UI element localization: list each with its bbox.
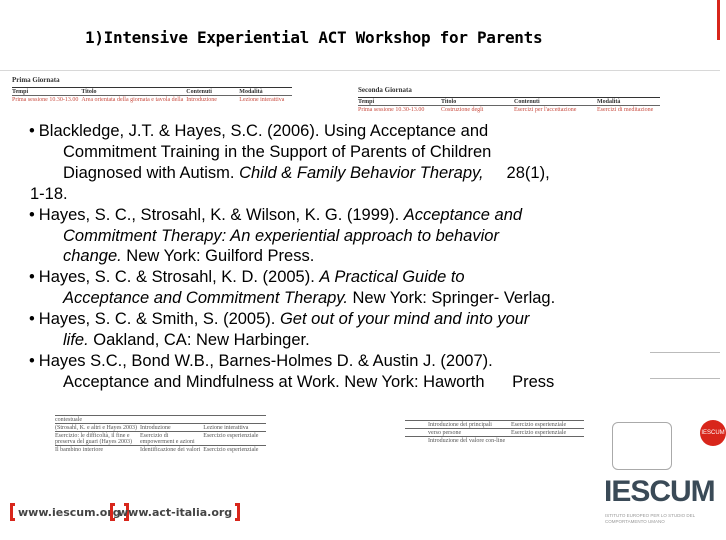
schedule-cell: (Strosahl, K. e altri e Hayes 2003) [55, 424, 140, 432]
schedule-cell: Esercizio esperienziale [203, 446, 266, 454]
reference-list [0, 121, 700, 393]
reference-title: change. [63, 247, 122, 266]
reference-line [0, 163, 700, 184]
schedule-header: Modalità [239, 88, 292, 96]
reference-title: Acceptance and Commitment Therapy. [63, 289, 348, 308]
reference-journal: Child & Family Behavior Therapy, [239, 163, 484, 182]
schedule-cell: Esercizio esperienziale [511, 421, 584, 429]
bullet-icon: • [29, 310, 35, 329]
schedule-cell: Introduzione dei principali [428, 421, 511, 429]
schedule-cell: Lezione interattiva [203, 424, 266, 432]
seal-icon [612, 422, 672, 470]
schedule-cell: Esercizio di empowerment e azioni [140, 432, 203, 446]
reference-title: Acceptance and [403, 205, 523, 224]
bullet-icon: • [29, 205, 35, 224]
schedule-cell: Costruzione degli [441, 106, 514, 114]
schedule-left-caption: Prima Giornata [12, 76, 60, 84]
schedule-header: Modalità [597, 98, 660, 106]
footer-link-text: www.iescum.org [18, 505, 121, 519]
bullet-icon: • [29, 268, 35, 287]
schedule-cell [405, 421, 428, 429]
schedule-header: Tempi [12, 88, 81, 96]
reference-line [0, 121, 700, 142]
schedule-lower-right-table [405, 420, 584, 444]
bracket-open-icon [110, 503, 115, 521]
badge-icon [700, 420, 726, 446]
iescum-logo [600, 420, 725, 540]
badge-text: IESCUM [701, 430, 725, 436]
schedule-cell [511, 437, 584, 445]
slide-title: 1)Intensive Experiential ACT Workshop for Parents [85, 28, 543, 47]
reference-line [0, 288, 700, 309]
reference-title: life. [63, 331, 89, 350]
schedule-cell [140, 416, 203, 424]
schedule-left-table [12, 87, 292, 103]
reference-line [0, 226, 700, 247]
reference-line [0, 330, 700, 351]
bullet-icon: • [29, 351, 35, 370]
schedule-cell [405, 429, 428, 437]
reference-title: Get out of your mind and into your [279, 310, 530, 329]
reference-text: Acceptance and Mindfulness at Work. New York: Haworth Press [63, 372, 555, 391]
footer-link-act-italia[interactable] [110, 503, 240, 521]
reference-text: Hayes, S. C., Strosahl, K. & Wilson, K. G. (1999). [38, 205, 404, 224]
schedule-cell: contestuale [55, 416, 140, 424]
schedule-right-caption: Seconda Giornata [358, 86, 412, 94]
schedule-cell: Prima sessione 10.30-13.00 [358, 106, 441, 114]
schedule-cell: Esercizio esperienziale [203, 432, 266, 446]
reference-item [0, 205, 700, 268]
reference-line [0, 267, 700, 288]
reference-item [0, 309, 700, 351]
schedule-right-table [358, 97, 660, 113]
schedule-lower-left-table [55, 415, 266, 453]
schedule-cell: Introduzione [186, 96, 239, 104]
reference-line [0, 351, 700, 372]
reference-title: A Practical Guide to [319, 268, 465, 287]
schedule-cell: Lezione interattiva [239, 96, 292, 104]
bracket-open-icon [10, 503, 15, 521]
schedule-right [358, 86, 660, 113]
bracket-close-icon [235, 503, 240, 521]
corner-accent [710, 0, 720, 40]
reference-line [0, 205, 700, 226]
schedule-header: Titolo [81, 88, 186, 96]
schedule-cell: Esercizio: le difficoltà, il fine e preserva del guari (Hayes 2003) [55, 432, 140, 446]
schedule-cell: Esercizi per l'accettazione [514, 106, 597, 114]
bullet-icon: • [29, 122, 35, 140]
reference-text: Hayes, S. C. & Smith, S. (2005). [38, 310, 280, 329]
footer-link-text: www.act-italia.org [118, 505, 233, 519]
schedule-header: Titolo [441, 98, 514, 106]
schedule-cell: Prima sessione 10.30-13.00 [12, 96, 81, 104]
schedule-cell: Introduzione [140, 424, 203, 432]
reference-text: Blackledge, J.T. & Hayes, S.C. (2006). Using Acceptance and [38, 122, 489, 140]
schedule-left [12, 76, 292, 103]
schedule-cell [203, 416, 266, 424]
schedule-lower-left [55, 415, 266, 453]
reference-text: Hayes, S. C. & Strosahl, K. D. (2005). [38, 268, 320, 287]
schedule-cell: Il bambino interiore [55, 446, 140, 454]
reference-text: 1-18. [30, 184, 68, 203]
schedule-cell: Area orientata della giornata e tavola della [81, 96, 186, 104]
reference-item [0, 121, 700, 205]
title-divider [0, 70, 720, 71]
reference-text: Diagnosed with Autism. [63, 163, 240, 182]
schedule-cell: Esercizi di meditazione [597, 106, 660, 114]
reference-text: 28(1), [483, 163, 550, 182]
reference-line [0, 246, 700, 267]
reference-text: New York: Springer- Verlag. [347, 289, 556, 308]
reference-text: Hayes S.C., Bond W.B., Barnes-Holmes D. & Austin J. (2007). [38, 351, 493, 370]
reference-text: Commitment Training in the Support of Parents of Children [63, 142, 492, 161]
schedule-header: Contenuti [186, 88, 239, 96]
reference-title: Commitment Therapy: An experiential approach to behavior [63, 226, 499, 245]
reference-text: Oakland, CA: New Harbinger. [88, 331, 310, 350]
schedule-header: Contenuti [514, 98, 597, 106]
schedule-cell: Introduzione del valore con-line [428, 437, 511, 445]
schedule-cell: verso persone [428, 429, 511, 437]
reference-item [0, 351, 700, 393]
schedule-cell [405, 437, 428, 445]
schedule-cell: Esercizio esperienziale [511, 429, 584, 437]
schedule-header: Tempi [358, 98, 441, 106]
schedule-lower-right [405, 420, 584, 444]
reference-line [0, 309, 700, 330]
reference-text: New York: Guilford Press. [121, 247, 315, 266]
logo-text: IESCUM [604, 475, 715, 508]
logo-subtitle: ISTITUTO EUROPEO PER LO STUDIO DEL COMPORTAMENTO UMANO [605, 513, 696, 524]
reference-item [0, 267, 700, 309]
schedule-cell: Identificazione dei valori [140, 446, 203, 454]
